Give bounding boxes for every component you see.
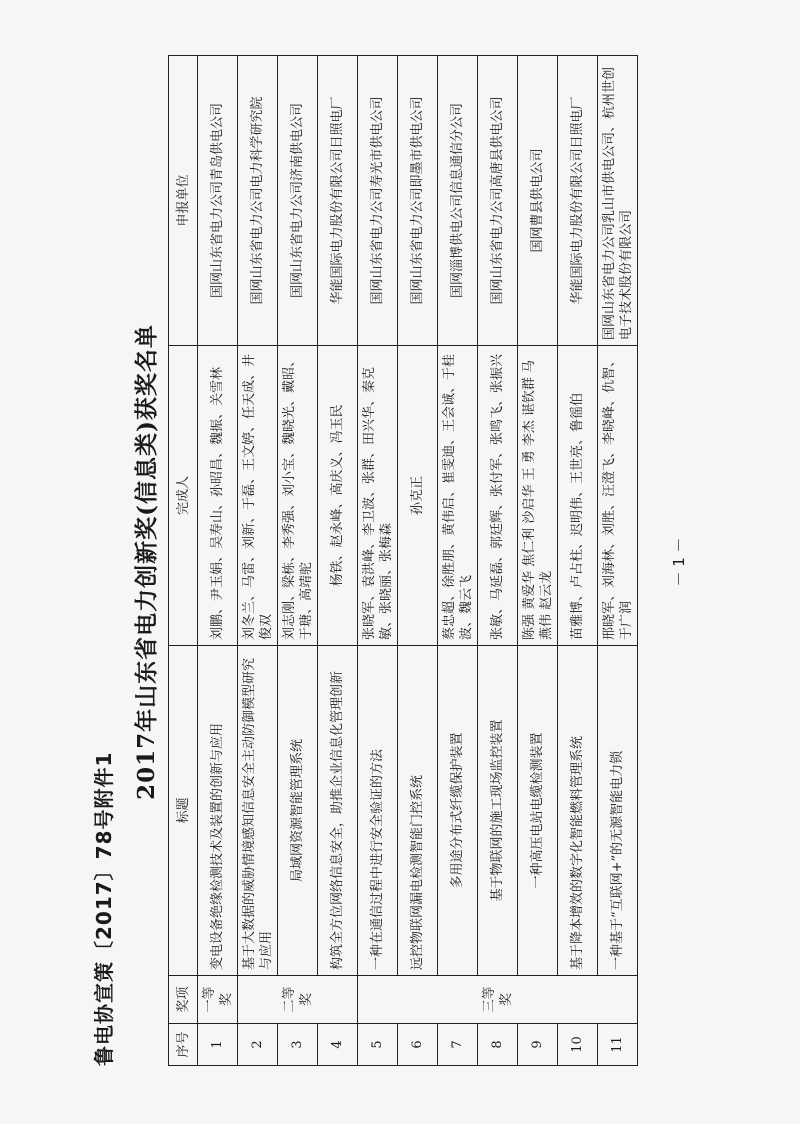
cell-no: 2 (238, 1024, 278, 1066)
cell-title: 基于大数据的威胁情境感知信息安全主动防御模型研究与应用 (238, 646, 278, 976)
table-row (238, 56, 278, 1066)
cell-unit: 国网淄博供电公司信息通信分公司 (438, 56, 478, 346)
cell-no: 8 (478, 1024, 518, 1066)
cell-people: 刘冬兰、马雷、刘新、于磊、王文婷、任天成、井俊双 (238, 346, 278, 646)
table-row (318, 56, 358, 1066)
cell-no: 6 (398, 1024, 438, 1066)
cell-unit: 国网山东省电力公司高唐县供电公司 (478, 56, 518, 346)
cell-title: 变电设备绝缘检测技术及装置的创新与应用 (198, 646, 238, 976)
cell-people: 孙克正 (398, 346, 438, 646)
cell-people: 苗雅博、卢占柱、迟明伟、王世亮、鲁徭伯 (558, 346, 598, 646)
table-row (518, 56, 558, 1066)
cell-title: 远控物联网漏电检测智能门控系统 (398, 646, 438, 976)
table-row (558, 56, 598, 1066)
cell-no: 7 (438, 1024, 478, 1066)
col-header-people: 完成人 (169, 346, 198, 646)
col-header-no: 序号 (169, 1024, 198, 1066)
col-header-unit: 申报单位 (169, 56, 198, 346)
table-row (198, 56, 238, 1066)
page-number: － 1 － (670, 537, 688, 587)
col-header-title: 标题 (169, 646, 198, 976)
cell-title: 基于物联网的施工现场监控装置 (478, 646, 518, 976)
document-title: 2017年山东省电力创新奖(信息类)获奖名单 (133, 324, 160, 800)
cell-unit: 国网山东省电力公司济南供电公司 (278, 56, 318, 346)
award-table (168, 55, 638, 1066)
cell-title: 多用途分布式纤缆保护装置 (438, 646, 478, 976)
table-row (358, 56, 398, 1066)
cell-unit: 国网山东省电力公司青岛供电公司 (198, 56, 238, 346)
cell-no: 4 (318, 1024, 358, 1066)
table-row (398, 56, 438, 1066)
document-header: 鲁电协宣策〔2017〕78号附件1 (92, 751, 116, 1066)
cell-unit: 华能国际电力股份有限公司日照电厂 (558, 56, 598, 346)
cell-no: 10 (558, 1024, 598, 1066)
col-header-award: 奖项 (169, 976, 198, 1024)
cell-no: 9 (518, 1024, 558, 1066)
cell-people: 刘鹏、尹玉娟、吴寿山、孙昭昌、魏振、关雪林 (198, 346, 238, 646)
cell-no: 3 (278, 1024, 318, 1066)
cell-title: 局域网资源智能管理系统 (278, 646, 318, 976)
table-row (278, 56, 318, 1066)
cell-unit: 国网山东省电力公司寿光市供电公司 (358, 56, 398, 346)
cell-people: 张敏、马延磊、郭廷辉、张付军、张鸣飞、张振兴 (478, 346, 518, 646)
cell-unit: 国网山东省电力公司电力科学研究院 (238, 56, 278, 346)
table-row (438, 56, 478, 1066)
cell-people: 杨铁、赵永峰、高庆义、冯玉民 (318, 346, 358, 646)
cell-people: 陈强 黄爱华 焦仁利 沙启华 王 勇 李杰 谌钦群 马燕伟 赵云龙 (518, 346, 558, 646)
cell-unit: 国网山东省电力公司即墨市供电公司 (398, 56, 438, 346)
cell-no: 11 (598, 1024, 638, 1066)
cell-people: 刘志刚、梁栋、李秀强、刘小宝、魏晓光、戴昭、于瑭、高靖驼 (278, 346, 318, 646)
table-row (478, 56, 518, 1066)
cell-title: 构筑全方位网络信息安全，助推企业信息化管理创新 (318, 646, 358, 976)
cell-title: 一种基于“互联网+”的无源智能电力锁 (598, 646, 638, 976)
cell-title: 一种在通信过程中进行安全验证的方法 (358, 646, 398, 976)
cell-title: 一种高压电站电缆检测装置 (518, 646, 558, 976)
cell-award: 三等奖 (358, 976, 638, 1024)
table-row (598, 56, 638, 1066)
cell-people: 邢晓军、刘海林、刘胜、汪澄飞、李晓峰、仇智、于广润 (598, 346, 638, 646)
cell-no: 5 (358, 1024, 398, 1066)
cell-people: 蔡忠超、徐胜朋、黄伟启、崔雯迪、王会诚、于桂波、魏云飞 (438, 346, 478, 646)
cell-no: 1 (198, 1024, 238, 1066)
cell-unit: 国网山东省电力公司乳山市供电公司、杭州世创电子技术股份有限公司 (598, 56, 638, 346)
cell-title: 基于降本增效的数字化智能燃料管理系统 (558, 646, 598, 976)
cell-award: 二等奖 (238, 976, 358, 1024)
cell-award: 一等奖 (198, 976, 238, 1024)
cell-unit: 华能国际电力股份有限公司日照电厂 (318, 56, 358, 346)
cell-people: 张晓军、袁洪峰、李卫波、张群、田兴华、秦克敏、张晓丽、张梅森 (358, 346, 398, 646)
table-header-row (169, 56, 198, 1066)
cell-unit: 国网曹县供电公司 (518, 56, 558, 346)
